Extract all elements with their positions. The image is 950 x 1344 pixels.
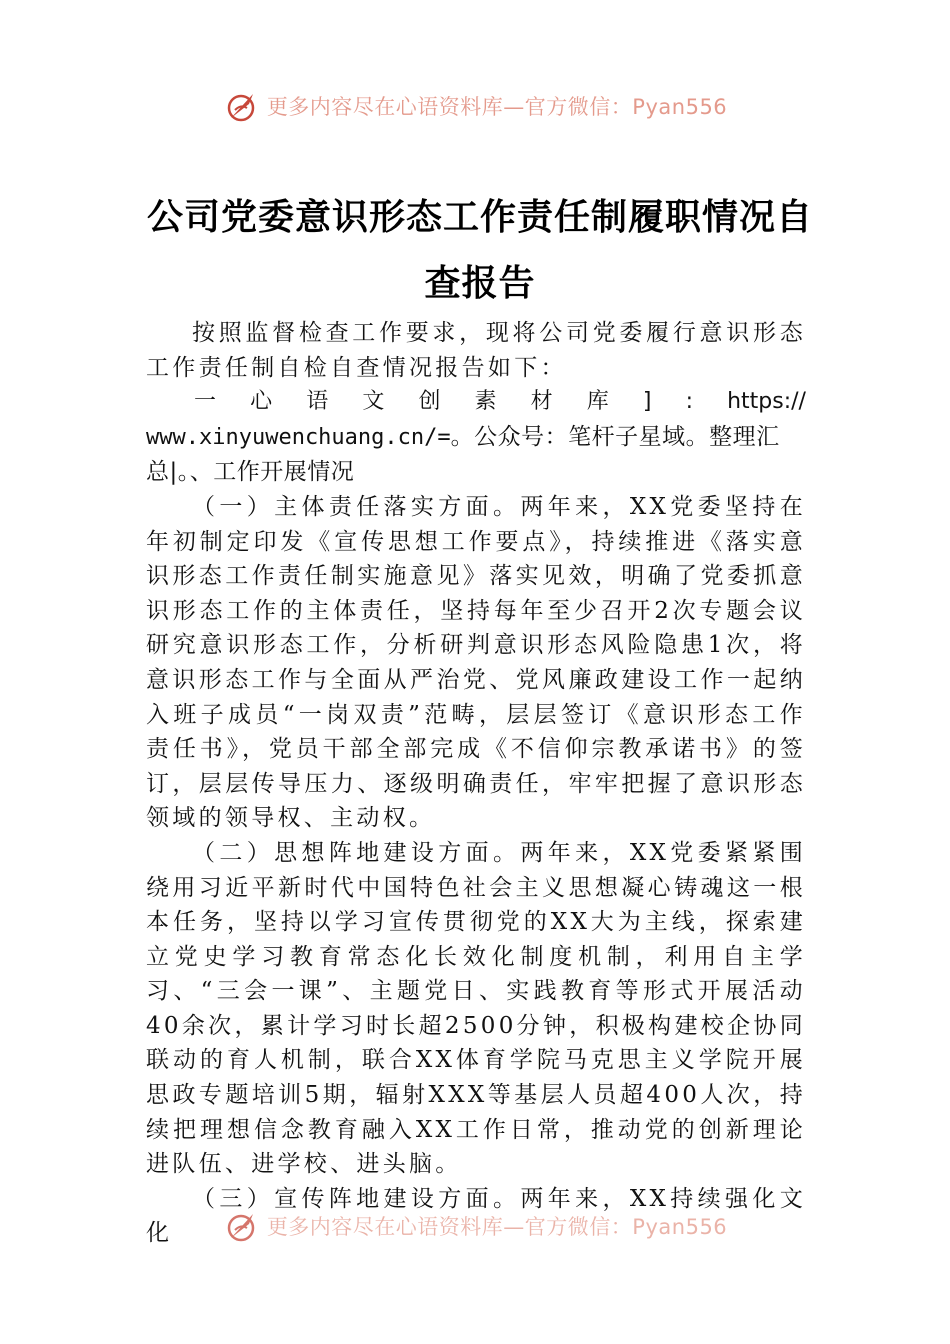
paragraph-1: （一）主体责任落实方面。两年来，XX党委坚持在年初制定印发《宣传思想工作要点》，持续推进《落实意识形态工作责任制实施意见》落实见效，明确了党委抓意识形态工作的主体责任，坚持每年至少召开2次专题会议研究意识形态工作，分析研判意识形态风险隐患1次，将意识形态工作与全面从严治党、党风廉政建设工作一起纳入班子成员“一岗双责”范畴，层层签订《意识形态工作责任书》，党员干部全部完成《不信仰宗教承诺书》的签订，层层传导压力、逐级明确责任，牢牢把握了意识形态领域的领导权、主动权。: [146, 493, 806, 832]
watermark-char: 创: [418, 389, 441, 415]
watermark-public-account: 。公众号：笔杆子星域。整理汇: [450, 423, 780, 450]
intro-paragraph: 按照监督检查工作要求，现将公司党委履行意识形态工作责任制自检自查情况报告如下：: [146, 320, 806, 381]
watermark-url: www.xinyuwenchuang.cn/=: [146, 424, 451, 450]
footer-banner-text: 更多内容尽在心语资料库—官方微信：Pyan556: [266, 1215, 728, 1239]
watermark-char: 文: [362, 389, 385, 415]
watermark-char: :: [685, 389, 693, 415]
title-line-1: 公司党委意识形态工作责任制履职情况自: [146, 196, 813, 238]
document-body: [146, 316, 806, 1251]
watermark-char: 库: [586, 389, 609, 415]
header-banner: [0, 86, 950, 126]
quill-logo-icon: [223, 88, 259, 124]
watermark-char: 语: [306, 389, 329, 415]
header-banner-text: 更多内容尽在心语资料库—官方微信：Pyan556: [266, 95, 728, 119]
watermark-char: https://: [727, 389, 806, 415]
watermark-char: ]: [642, 389, 652, 415]
watermark-char: 素: [474, 389, 497, 415]
paragraph-2: （二）思想阵地建设方面。两年来，XX党委紧紧围绕用习近平新时代中国特色社会主义思想凝心铸魂这一根本任务，坚持以学习宣传贯彻党的XX大为主线，探索建立党史学习教育常态化长效化制度机制，利用自主学习、“三会一课”、主题党日、实践教育等形式开展活动40余次，累计学习时长超2500分钟，积极构建校企协同联动的育人机制，联合XX体育学院马克思主义学院开展思政专题培训5期，辐射XXX等基层人员超400人次，持续把理想信念教育融入XX工作日常，推动党的创新理论进队伍、进学校、进头脑。: [146, 839, 806, 1178]
footer-banner: [0, 1206, 950, 1246]
watermark-char: 材: [530, 389, 553, 415]
paragraph-3: （三）宣传阵地建设方面。两年来，XX持续强化文化: [146, 1185, 806, 1247]
watermark-url-line: [146, 420, 806, 456]
document-title: [140, 184, 820, 316]
title-line-2: 查报告: [424, 262, 536, 304]
watermark-char: 一: [194, 389, 217, 415]
quill-logo-icon: [223, 1208, 259, 1244]
watermark-char: 心: [250, 389, 273, 415]
section-heading-work: 总|。、工作开展情况: [146, 459, 355, 486]
watermark-spread-line: [146, 385, 806, 420]
